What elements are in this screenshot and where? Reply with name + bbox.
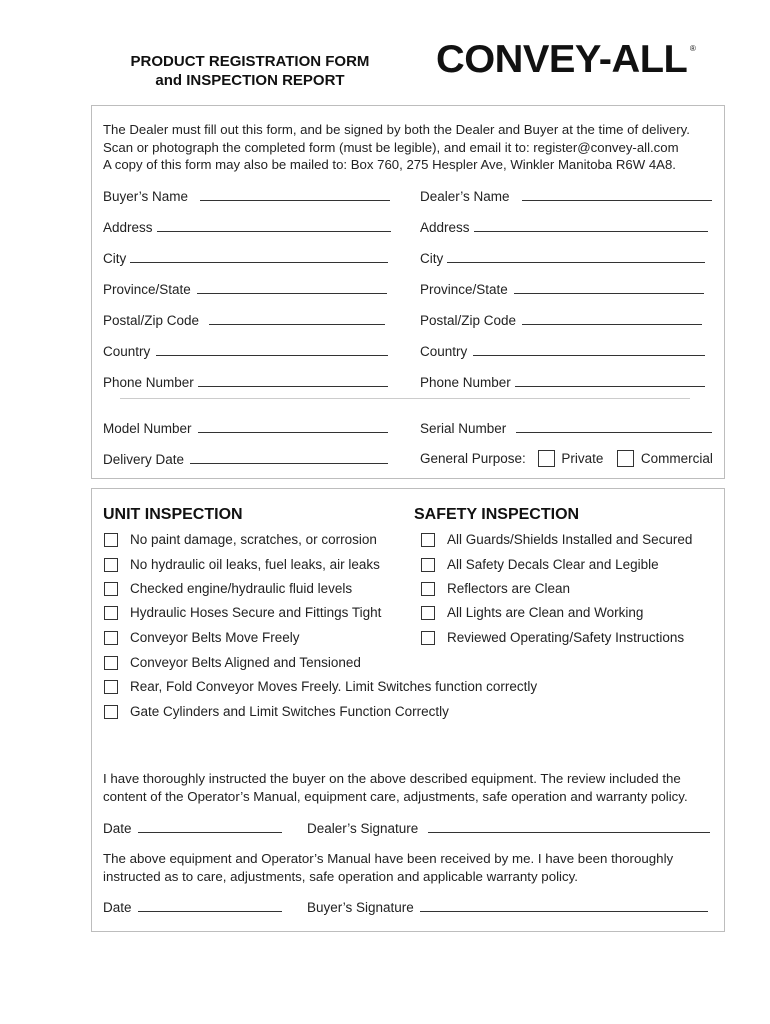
commercial-label: Commercial (640, 451, 713, 466)
buyer-phone-label: Phone Number (103, 375, 194, 390)
unit-item[interactable] (104, 557, 380, 572)
dealer-postal-field[interactable] (420, 311, 702, 328)
dealer-signature-label: Dealer’s Signature (307, 821, 419, 836)
serial-number-label: Serial Number (420, 421, 507, 436)
dealer-city-label: City (420, 251, 444, 266)
unit-item-checkbox[interactable] (104, 558, 118, 572)
serial-number-field[interactable] (420, 419, 712, 436)
buyer-country-line[interactable] (156, 342, 388, 356)
form-title (96, 52, 404, 90)
safety-item[interactable] (421, 581, 570, 596)
safety-item[interactable] (421, 605, 643, 620)
intro-line2: Scan or photograph the completed form (must be legible), and email it to: register@convey-all.com (103, 139, 679, 155)
safety-item-label: All Guards/Shields Installed and Secured (447, 532, 693, 547)
dealer-city-field[interactable] (420, 249, 705, 266)
unit-item-checkbox[interactable] (104, 606, 118, 620)
safety-item-label: Reflectors are Clean (447, 581, 571, 596)
unit-item[interactable] (104, 704, 449, 719)
intro-line1: The Dealer must fill out this form, and be signed by both the Dealer and Buyer at the time of delivery. (103, 122, 690, 137)
delivery-date-field[interactable] (103, 450, 388, 467)
buyer-signature-field[interactable] (307, 898, 708, 915)
buyer-postal-label: Postal/Zip Code (103, 313, 200, 328)
dealer-province-label: Province/State (420, 282, 508, 297)
unit-item-checkbox[interactable] (104, 656, 118, 670)
unit-item-checkbox[interactable] (104, 705, 118, 719)
unit-item-checkbox[interactable] (104, 582, 118, 596)
dealer-postal-line[interactable] (522, 311, 702, 325)
unit-inspection-heading: UNIT INSPECTION (103, 506, 243, 523)
unit-item[interactable] (104, 630, 300, 645)
buyer-name-field[interactable] (103, 187, 390, 204)
dealer-city-line[interactable] (447, 249, 705, 263)
unit-item-checkbox[interactable] (104, 533, 118, 547)
dealer-name-field[interactable] (420, 187, 712, 204)
unit-item-label: Hydraulic Hoses Secure and Fittings Tight (130, 605, 382, 620)
convey-all-logo (436, 38, 696, 82)
unit-item-label: Gate Cylinders and Limit Switches Function Correctly (130, 704, 449, 719)
model-number-label: Model Number (103, 421, 192, 436)
safety-item[interactable] (421, 532, 692, 547)
buyer-country-label: Country (103, 344, 151, 359)
buyer-date-line[interactable] (138, 898, 282, 912)
buyer-country-field[interactable] (103, 342, 388, 359)
unit-item[interactable] (104, 605, 381, 620)
private-label: Private (561, 451, 604, 466)
dealer-province-line[interactable] (514, 280, 704, 294)
unit-item-label: Checked engine/hydraulic fluid levels (130, 581, 353, 596)
safety-item-label: All Lights are Clean and Working (447, 605, 644, 620)
logo-text: CONVEY-ALL (436, 38, 688, 81)
dealer-signature-line[interactable] (428, 819, 710, 833)
dealer-address-line[interactable] (474, 218, 708, 232)
dealer-name-line[interactable] (522, 187, 712, 201)
intro-text (103, 121, 715, 174)
buyer-date-field[interactable] (103, 898, 282, 915)
safety-item[interactable] (421, 557, 659, 572)
general-purpose-label: General Purpose: (420, 451, 526, 466)
dealer-statement-line1: I have thoroughly instructed the buyer on the above described equipment. The review included the (103, 771, 681, 786)
unit-item[interactable] (104, 655, 361, 670)
buyer-phone-line[interactable] (198, 373, 388, 387)
buyer-date-label: Date (103, 900, 132, 915)
buyer-province-label: Province/State (103, 282, 191, 297)
unit-item-label: Conveyor Belts Aligned and Tensioned (130, 655, 361, 670)
dealer-postal-label: Postal/Zip Code (420, 313, 517, 328)
buyer-province-line[interactable] (197, 280, 387, 294)
delivery-date-line[interactable] (190, 450, 388, 464)
buyer-postal-line[interactable] (209, 311, 385, 325)
unit-item[interactable] (104, 581, 352, 596)
dealer-phone-line[interactable] (515, 373, 705, 387)
unit-item[interactable] (104, 679, 537, 694)
buyer-statement-line1: The above equipment and Operator’s Manual have been received by me. I have been thoroughly (103, 851, 674, 866)
dealer-date-line[interactable] (138, 819, 282, 833)
commercial-checkbox[interactable] (617, 450, 634, 467)
safety-item-checkbox[interactable] (421, 606, 435, 620)
dealer-country-label: Country (420, 344, 468, 359)
dealer-statement-line2: content of the Operator’s Manual, equipment care, adjustments, safe operation and warranty policy. (103, 789, 688, 804)
form-title-line1: PRODUCT REGISTRATION FORM (130, 53, 370, 70)
model-number-field[interactable] (103, 419, 388, 436)
dealer-phone-label: Phone Number (420, 375, 511, 390)
safety-item[interactable] (421, 630, 684, 645)
dealer-country-line[interactable] (473, 342, 705, 356)
buyer-postal-field[interactable] (103, 311, 385, 328)
dealer-name-label: Dealer’s Name (420, 189, 510, 204)
buyer-address-field[interactable] (103, 218, 391, 235)
unit-item-checkbox[interactable] (104, 680, 118, 694)
dealer-country-field[interactable] (420, 342, 705, 359)
safety-item-checkbox[interactable] (421, 631, 435, 645)
model-number-line[interactable] (198, 419, 388, 433)
buyer-signature-line[interactable] (420, 898, 708, 912)
safety-item-label: All Safety Decals Clear and Legible (447, 557, 659, 572)
intro-line3: A copy of this form may also be mailed to: Box 760, 275 Hespler Ave, Winkler Manitoba R6W 4A8. (103, 157, 676, 172)
dealer-province-field[interactable] (420, 280, 704, 297)
dealer-statement (103, 770, 715, 806)
dealer-date-field[interactable] (103, 819, 282, 836)
dealer-address-label: Address (420, 220, 470, 235)
unit-item-label: Rear, Fold Conveyor Moves Freely. Limit Switches function correctly (130, 679, 538, 694)
unit-item-label: No paint damage, scratches, or corrosion (130, 532, 377, 547)
buyer-city-line[interactable] (130, 249, 388, 263)
buyer-province-field[interactable] (103, 280, 387, 297)
dealer-phone-field[interactable] (420, 373, 705, 390)
section-divider (120, 398, 690, 399)
general-purpose-field (420, 450, 713, 467)
safety-inspection-heading: SAFETY INSPECTION (414, 506, 580, 523)
buyer-statement (103, 850, 715, 886)
buyer-phone-field[interactable] (103, 373, 388, 390)
unit-item-label: No hydraulic oil leaks, fuel leaks, air leaks (130, 557, 380, 572)
serial-number-line[interactable] (516, 419, 712, 433)
safety-item-checkbox[interactable] (421, 533, 435, 547)
unit-item-checkbox[interactable] (104, 631, 118, 645)
dealer-address-field[interactable] (420, 218, 708, 235)
buyer-name-line[interactable] (200, 187, 390, 201)
form-title-line2: and INSPECTION REPORT (155, 72, 345, 89)
safety-item-label: Reviewed Operating/Safety Instructions (447, 630, 685, 645)
buyer-name-label: Buyer’s Name (103, 189, 189, 204)
unit-item[interactable] (104, 532, 377, 547)
private-checkbox[interactable] (538, 450, 555, 467)
unit-item-label: Conveyor Belts Move Freely (130, 630, 300, 645)
buyer-signature-label: Buyer’s Signature (307, 900, 414, 915)
buyer-city-label: City (103, 251, 127, 266)
safety-item-checkbox[interactable] (421, 582, 435, 596)
delivery-date-label: Delivery Date (103, 452, 185, 467)
buyer-address-line[interactable] (157, 218, 391, 232)
buyer-statement-line2: instructed as to care, adjustments, safe operation and applicable warranty policy. (103, 869, 579, 884)
buyer-city-field[interactable] (103, 249, 388, 266)
registered-mark: ® (689, 44, 696, 53)
safety-item-checkbox[interactable] (421, 558, 435, 572)
dealer-signature-field[interactable] (307, 819, 710, 836)
buyer-address-label: Address (103, 220, 153, 235)
dealer-date-label: Date (103, 821, 132, 836)
